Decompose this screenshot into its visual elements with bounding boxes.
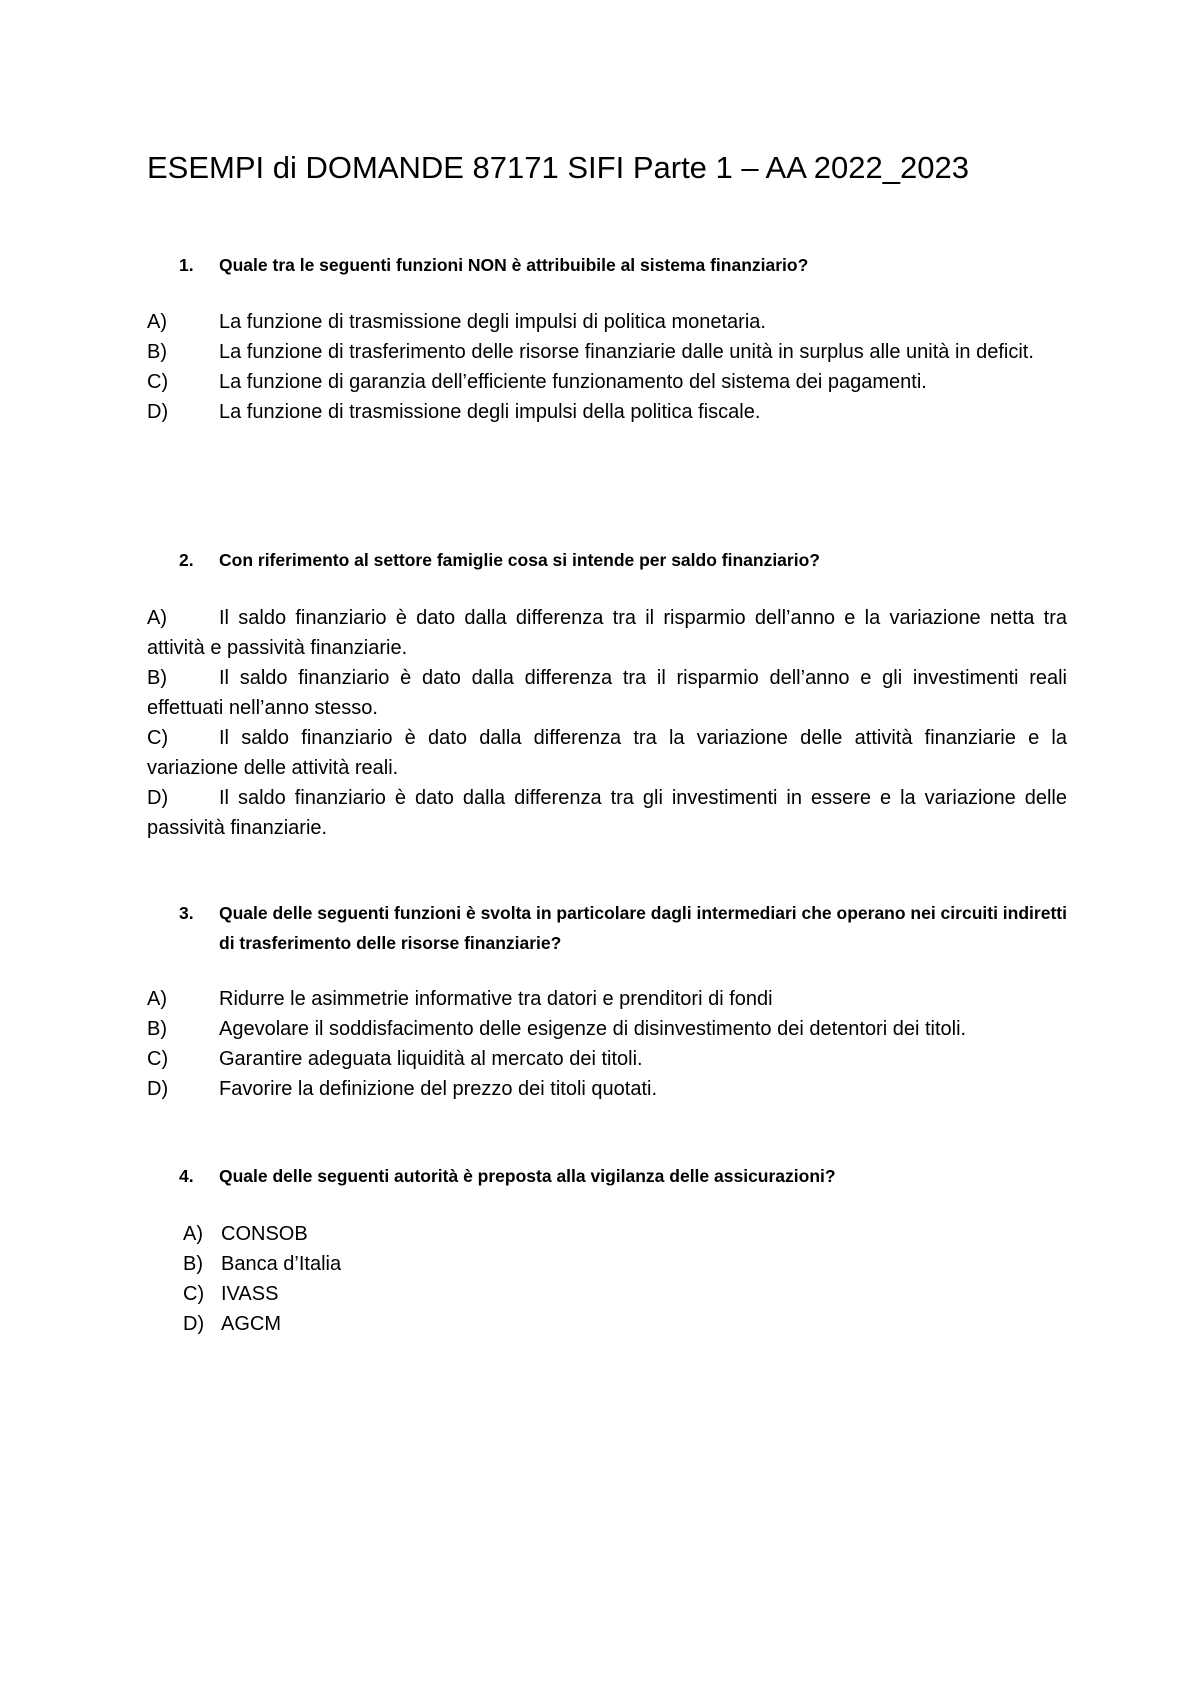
- question-number: 4.: [179, 1166, 194, 1186]
- answer-text: IVASS: [221, 1283, 279, 1305]
- answer-letter: D): [147, 787, 169, 809]
- answer-item: [183, 1219, 683, 1249]
- answer-item: [147, 663, 1067, 723]
- answer-item: [147, 603, 1067, 663]
- answer-item: [183, 1249, 683, 1279]
- answer-letter: D): [147, 401, 169, 423]
- answer-letter: B): [183, 1253, 203, 1275]
- answer-text: La funzione di trasferimento delle risorse finanziarie dalle unità in surplus alle unità in deficit.: [219, 341, 1034, 363]
- answers-4: [183, 1219, 683, 1339]
- question-number: 2.: [179, 550, 194, 570]
- question-text: Con riferimento al settore famiglie cosa si intende per saldo finanziario?: [219, 550, 820, 570]
- answer-letter: B): [147, 667, 167, 689]
- answer-item: [147, 307, 1067, 337]
- answer-letter: C): [147, 371, 169, 393]
- answer-text: Banca d’Italia: [221, 1253, 342, 1275]
- answer-text: CONSOB: [221, 1223, 308, 1245]
- answer-item: [147, 367, 1067, 397]
- document-title: ESEMPI di DOMANDE 87171 SIFI Parte 1 – AA 2022_2023: [147, 150, 969, 185]
- answer-letter: C): [183, 1283, 205, 1305]
- answer-text: Il saldo finanziario è dato dalla differenza tra il risparmio dell’anno e la variazione netta tra attività e passività finanziarie.: [147, 607, 1067, 659]
- answers-2: [147, 603, 1067, 843]
- answer-text: Il saldo finanziario è dato dalla differenza tra gli investimenti in essere e la variazione delle passività finanziarie.: [147, 787, 1067, 839]
- answer-letter: A): [147, 988, 167, 1010]
- answer-text: Favorire la definizione del prezzo dei titoli quotati.: [219, 1078, 658, 1100]
- question-text: Quale tra le seguenti funzioni NON è attribuibile al sistema finanziario?: [219, 255, 809, 275]
- answer-item: [147, 783, 1067, 843]
- answer-item: [147, 397, 1067, 427]
- answer-item: [147, 723, 1067, 783]
- question-4: [179, 1161, 1089, 1191]
- question-number: 1.: [179, 255, 194, 275]
- answer-letter: A): [147, 607, 167, 629]
- answer-letter: A): [147, 311, 167, 333]
- answer-item: [147, 984, 1087, 1014]
- answer-item: [147, 1074, 1087, 1104]
- answer-text: Ridurre le asimmetrie informative tra datori e prenditori di fondi: [219, 988, 773, 1010]
- answer-text: La funzione di garanzia dell’efficiente funzionamento del sistema dei pagamenti.: [219, 371, 927, 393]
- answer-text: Il saldo finanziario è dato dalla differenza tra la variazione delle attività finanziarie e la variazione delle attività reali.: [147, 727, 1067, 779]
- answer-letter: D): [183, 1313, 205, 1335]
- answer-item: [147, 1014, 1087, 1044]
- answer-text: Il saldo finanziario è dato dalla differenza tra il risparmio dell’anno e gli investimenti reali effettuati nell’anno stesso.: [147, 667, 1067, 719]
- answer-item: [147, 337, 1049, 367]
- answer-letter: C): [147, 1048, 169, 1070]
- question-3: [179, 898, 1079, 958]
- answer-text: AGCM: [221, 1313, 281, 1335]
- answers-3: [147, 984, 1087, 1104]
- question-text: Quale delle seguenti funzioni è svolta in particolare dagli intermediari che operano nei circuiti indiretti di trasferimento delle risorse finanziarie?: [219, 903, 1067, 953]
- question-text: Quale delle seguenti autorità è preposta alla vigilanza delle assicurazioni?: [219, 1166, 836, 1186]
- answer-item: [183, 1309, 683, 1339]
- answer-text: Garantire adeguata liquidità al mercato dei titoli.: [219, 1048, 643, 1070]
- question-1: [179, 250, 1089, 280]
- answer-letter: B): [147, 341, 167, 363]
- answer-item: [183, 1279, 683, 1309]
- answer-text: Agevolare il soddisfacimento delle esigenze di disinvestimento dei detentori dei titoli.: [219, 1018, 967, 1040]
- answer-letter: A): [183, 1223, 203, 1245]
- answer-item: [147, 1044, 1087, 1074]
- answer-text: La funzione di trasmissione degli impulsi di politica monetaria.: [219, 311, 766, 333]
- question-2: [179, 545, 1089, 575]
- answer-text: La funzione di trasmissione degli impulsi della politica fiscale.: [219, 401, 761, 423]
- answer-letter: D): [147, 1078, 169, 1100]
- answer-letter: C): [147, 727, 169, 749]
- answers-1: [147, 307, 1067, 427]
- answer-letter: B): [147, 1018, 167, 1040]
- question-number: 3.: [179, 903, 194, 923]
